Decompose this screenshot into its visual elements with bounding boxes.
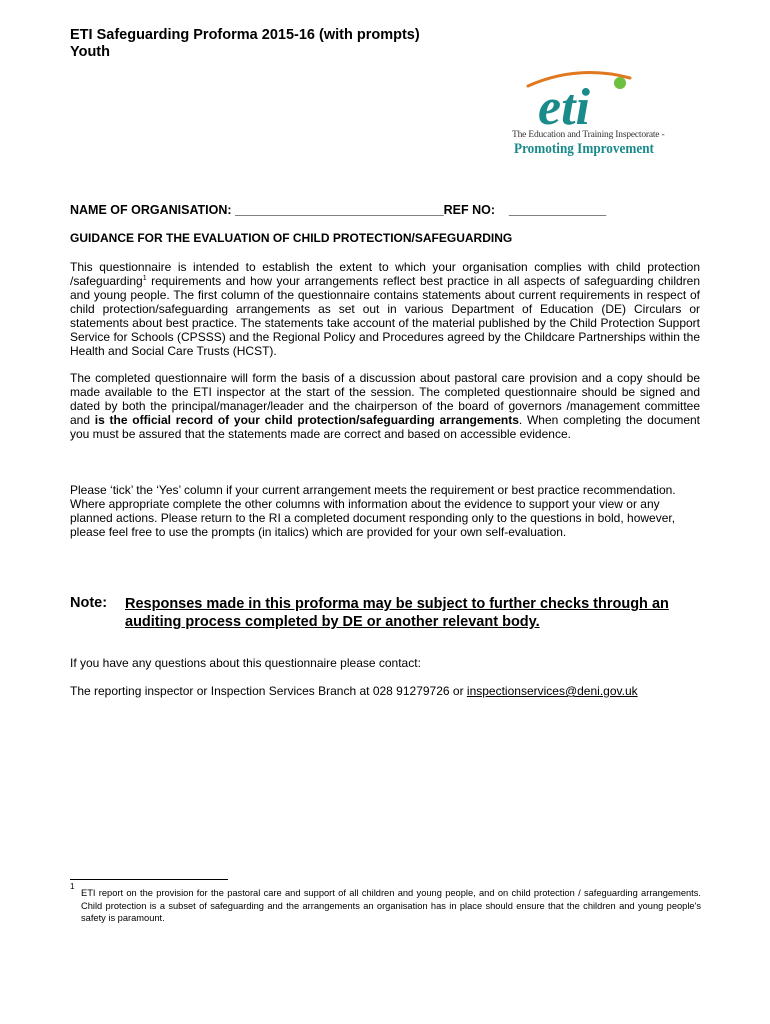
note-label: Note: bbox=[70, 595, 108, 611]
organisation-label: NAME OF ORGANISATION: bbox=[70, 203, 232, 217]
logo-subtitle: The Education and Training Inspectorate - bbox=[512, 130, 665, 140]
title-line-1: ETI Safeguarding Proforma 2015-16 (with prompts) bbox=[70, 27, 420, 43]
logo-tagline: Promoting Improvement bbox=[514, 141, 654, 157]
contact-intro: If you have any questions about this questionnaire please contact: bbox=[70, 656, 421, 670]
eti-logo bbox=[508, 68, 678, 163]
completion-paragraph bbox=[70, 371, 700, 441]
completion-bold-text: is the official record of your child protection/safeguarding arrangements bbox=[94, 413, 519, 427]
organisation-line bbox=[70, 203, 606, 217]
ref-blank[interactable]: ______________ bbox=[508, 203, 607, 217]
intro-paragraph bbox=[70, 260, 700, 358]
ref-label: REF NO: bbox=[443, 203, 496, 217]
logo-dot bbox=[614, 77, 626, 89]
eti-logo-mark bbox=[508, 68, 678, 130]
tick-instructions-paragraph: Please ‘tick’ the ‘Yes’ column if your current arrangement meets the requirement or best practice recommendation. Where appropriate complete the other columns with information about the evidence to support your view or any planned actions. Please return to the RI a completed document responding only to the questions in bold, however, please feel free to use the prompts (in italics) which are provided for your own self-evaluation. bbox=[70, 483, 676, 539]
contact-text: The reporting inspector or Inspection Services Branch at 028 91279726 or bbox=[70, 684, 467, 698]
email-link[interactable]: inspectionservices@deni.gov.uk bbox=[466, 684, 638, 698]
logo-eti-text: eti bbox=[538, 79, 590, 130]
organisation-blank[interactable]: ______________________________ bbox=[235, 203, 444, 217]
footnote-divider bbox=[70, 879, 228, 880]
intro-text-2: requirements and how your arrangements reflect best practice in all aspects of safeguarding children and young people. The first column of the questionnaire contains statements about current requirements in respect of child protection/safeguarding arrangements as set out in various Department of Education (DE) Circulars or statements about best practice. The statements take account of the material published by the Child Protection Support Service for Schools (CPSSS) and the Regional Policy and Procedures agreed by the Childcare Partnerships within the Health and Social Care Trusts (HCST). bbox=[70, 274, 700, 358]
title-line-2: Youth bbox=[70, 44, 110, 60]
guidance-heading: GUIDANCE FOR THE EVALUATION OF CHILD PROTECTION/SAFEGUARDING bbox=[70, 231, 513, 245]
completion-text-1: The completed questionnaire will form the basis of a discussion about pastoral care provision and a copy should be made available to the ETI inspector at the start of the session. The completed questionnaire should be signed and dated by both the principal/manager/leader and the chairperson of the board of governors /management committee and bbox=[70, 371, 700, 427]
completion-text-2: . When completing the document you must be assured that the statements made are correct and based on accessible evidence. bbox=[70, 413, 700, 441]
intro-text-1: This questionnaire is intended to establish the extent to which your organisation complies with child protection /safeguarding bbox=[70, 260, 700, 288]
footnote-number: 1 bbox=[70, 882, 75, 891]
footnote-text: ETI report on the provision for the pastoral care and support of all children and young people, and on child protection / safeguarding arrangements. Child protection is a subset of safeguarding and the arrangements an organisation has in place should ensure that the children and young people's safety is paramount. bbox=[81, 888, 701, 923]
note-text: Responses made in this proforma may be subject to further checks through an auditing process completed by DE or another relevant body. bbox=[125, 596, 669, 630]
document-title bbox=[70, 27, 420, 61]
contact-details bbox=[70, 684, 638, 698]
footnote-ref: 1 bbox=[142, 275, 147, 282]
